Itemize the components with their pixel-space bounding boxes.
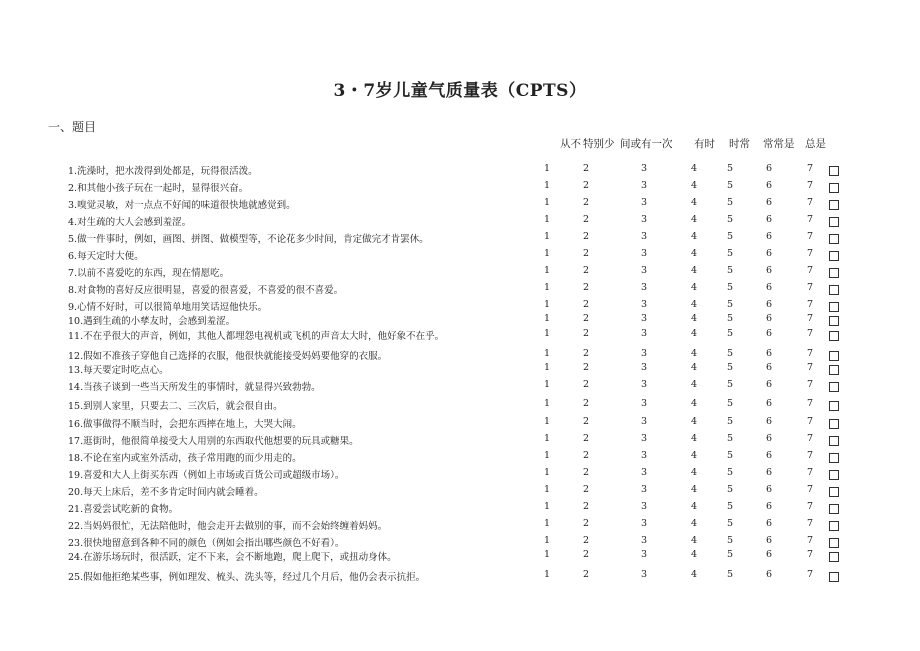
scale-option[interactable]: 2 [582,231,590,242]
scale-option[interactable]: 1 [543,398,551,409]
scale-option[interactable]: 7 [806,299,814,310]
scale-option[interactable]: 5 [726,197,734,208]
scale-option[interactable]: 5 [726,362,734,373]
scale-option[interactable]: 3 [640,265,648,276]
header-very-rarely: 特别少 [583,138,615,150]
scale-option[interactable]: 3 [640,313,648,324]
scale-option[interactable]: 2 [582,265,590,276]
scale-option[interactable]: 4 [690,231,698,242]
scale-option[interactable]: 4 [690,197,698,208]
scale-option[interactable]: 6 [765,398,773,409]
scale-option[interactable]: 3 [640,535,648,546]
question-text: 20.每天上床后，差不多肯定时间内就会睡着。 [68,487,264,498]
question-text: 21.喜爱尝试吃新的食物。 [68,504,179,515]
scale-option[interactable]: 1 [543,299,551,310]
scale-option[interactable]: 6 [765,549,773,560]
scale-option[interactable]: 7 [806,328,814,339]
question-text: 4.对生疏的大人会感到羞涩。 [68,217,192,228]
scale-option[interactable]: 3 [640,231,648,242]
scale-option[interactable]: 1 [543,433,551,444]
question-text: 18.不论在室内或室外活动，孩子常用跑的而少用走的。 [68,453,302,464]
scale-option[interactable]: 7 [806,231,814,242]
scale-option[interactable]: 1 [543,379,551,390]
scale-option[interactable]: 2 [582,501,590,512]
answer-checkbox[interactable] [829,200,839,210]
scale-option[interactable]: 5 [726,231,734,242]
scale-option[interactable]: 4 [690,282,698,293]
answer-checkbox[interactable] [829,572,839,582]
scale-option[interactable]: 4 [690,416,698,427]
scale-option[interactable]: 5 [726,549,734,560]
scale-option[interactable]: 4 [690,163,698,174]
scale-option[interactable]: 5 [726,248,734,259]
scale-option[interactable]: 1 [543,362,551,373]
scale-option[interactable]: 1 [543,549,551,560]
scale-option[interactable]: 2 [582,484,590,495]
scale-option[interactable]: 6 [765,484,773,495]
scale-option[interactable]: 5 [726,484,734,495]
scale-option[interactable]: 6 [765,180,773,191]
scale-option[interactable]: 5 [726,518,734,529]
scale-option[interactable]: 4 [690,398,698,409]
scale-option[interactable]: 2 [582,416,590,427]
question-text: 24.在游乐场玩时，很活跃，定不下来，会不断地跑，爬上爬下，或扭动身体。 [68,552,397,563]
scale-option[interactable]: 6 [765,282,773,293]
scale-option[interactable]: 7 [806,214,814,225]
answer-checkbox[interactable] [829,217,839,227]
question-text: 9.心情不好时，可以很简单地用笑话逗他快乐。 [68,302,268,313]
scale-option[interactable]: 5 [726,433,734,444]
scale-option[interactable]: 4 [690,518,698,529]
scale-option[interactable]: 7 [806,180,814,191]
scale-option[interactable]: 1 [543,248,551,259]
scale-option[interactable]: 4 [690,379,698,390]
scale-option[interactable]: 4 [690,265,698,276]
answer-checkbox[interactable] [829,470,839,480]
scale-option[interactable]: 7 [806,248,814,259]
scale-option[interactable]: 7 [806,467,814,478]
scale-option[interactable]: 4 [690,248,698,259]
scale-option[interactable]: 5 [726,328,734,339]
scale-option[interactable]: 7 [806,265,814,276]
scale-option[interactable]: 7 [806,348,814,359]
scale-option[interactable]: 3 [640,282,648,293]
scale-option[interactable]: 6 [765,569,773,580]
question-text: 17.逛街时，他很简单接受大人用别的东西取代他想要的玩具或糖果。 [68,436,359,447]
scale-option[interactable]: 1 [543,265,551,276]
scale-option[interactable]: 2 [582,535,590,546]
header-never: 从不 [560,138,581,150]
question-text: 8.对食物的喜好反应很明显，喜爱的很喜爱，不喜爱的很不喜爱。 [68,285,344,296]
question-text: 3.嗅觉灵敏，对一点点不好闻的味道很快地就感觉到。 [68,200,296,211]
answer-checkbox[interactable] [829,285,839,295]
scale-option[interactable]: 4 [690,348,698,359]
scale-option[interactable]: 3 [640,416,648,427]
answer-checkbox[interactable] [829,251,839,261]
header-sometimes: 有时 [694,138,715,150]
scale-option[interactable]: 4 [690,569,698,580]
scale-option[interactable]: 3 [640,398,648,409]
scale-option[interactable]: 2 [582,398,590,409]
scale-option[interactable]: 2 [582,549,590,560]
scale-option[interactable]: 3 [640,197,648,208]
scale-option[interactable]: 1 [543,313,551,324]
scale-option[interactable]: 5 [726,348,734,359]
scale-option[interactable]: 5 [726,535,734,546]
scale-option[interactable]: 5 [726,379,734,390]
scale-option[interactable]: 2 [582,299,590,310]
scale-option[interactable]: 7 [806,433,814,444]
answer-checkbox[interactable] [829,302,839,312]
scale-option[interactable]: 7 [806,450,814,461]
scale-option[interactable]: 5 [726,398,734,409]
scale-option[interactable]: 7 [806,569,814,580]
scale-option[interactable]: 5 [726,299,734,310]
scale-option[interactable]: 2 [582,214,590,225]
scale-option[interactable]: 3 [640,569,648,580]
scale-option[interactable]: 1 [543,569,551,580]
scale-option[interactable]: 6 [765,197,773,208]
question-text: 16.做事做得不顺当时，会把东西摔在地上，大哭大闹。 [68,419,302,430]
question-text: 10.遇到生疏的小孳友时，会感到羞涩。 [68,316,236,327]
scale-option[interactable]: 3 [640,450,648,461]
answer-checkbox[interactable] [829,268,839,278]
scale-option[interactable]: 6 [765,328,773,339]
scale-option[interactable]: 7 [806,416,814,427]
scale-option[interactable]: 5 [726,450,734,461]
scale-option[interactable]: 1 [543,180,551,191]
scale-option[interactable]: 1 [543,535,551,546]
scale-option[interactable]: 2 [582,569,590,580]
scale-option[interactable]: 6 [765,379,773,390]
scale-option[interactable]: 3 [640,348,648,359]
scale-option[interactable]: 6 [765,163,773,174]
question-text: 14.当孩子谈到一些当天所发生的事情时，就显得兴致勃勃。 [68,382,321,393]
scale-option[interactable]: 6 [765,501,773,512]
scale-option[interactable]: 4 [690,214,698,225]
scale-option[interactable]: 4 [690,535,698,546]
scale-option[interactable]: 1 [543,501,551,512]
scale-option[interactable]: 5 [726,163,734,174]
scale-option[interactable]: 4 [690,313,698,324]
scale-option[interactable]: 6 [765,450,773,461]
scale-option[interactable]: 5 [726,265,734,276]
question-text: 1.洗澡时，把水泼得到处都是，玩得很活泼。 [68,166,258,177]
scale-option[interactable]: 1 [543,467,551,478]
scale-option[interactable]: 7 [806,484,814,495]
scale-option[interactable]: 2 [582,248,590,259]
header-occasionally: 间或有一次 [620,138,673,150]
answer-checkbox[interactable] [829,436,839,446]
scale-option[interactable]: 5 [726,416,734,427]
header-always: 总是 [805,138,826,150]
scale-option[interactable]: 7 [806,379,814,390]
scale-option[interactable]: 3 [640,433,648,444]
scale-option[interactable]: 3 [640,163,648,174]
scale-option[interactable]: 1 [543,484,551,495]
scale-option[interactable]: 3 [640,328,648,339]
scale-option[interactable]: 4 [690,433,698,444]
page-title: 3・7岁儿童气质量表（CPTS） [333,81,587,101]
question-text: 7.以前不喜爱吃的东西，现在情愿吃。 [68,268,230,279]
scale-option[interactable]: 1 [543,416,551,427]
scale-option[interactable]: 7 [806,518,814,529]
scale-option[interactable]: 4 [690,501,698,512]
scale-option[interactable]: 6 [765,313,773,324]
answer-checkbox[interactable] [829,419,839,429]
scale-option[interactable]: 2 [582,163,590,174]
scale-option[interactable]: 1 [543,163,551,174]
scale-option[interactable]: 1 [543,197,551,208]
answer-checkbox[interactable] [829,166,839,176]
scale-option[interactable]: 4 [690,362,698,373]
scale-option[interactable]: 6 [765,248,773,259]
answer-checkbox[interactable] [829,331,839,341]
scale-option[interactable]: 5 [726,501,734,512]
scale-option[interactable]: 5 [726,180,734,191]
scale-option[interactable]: 6 [765,362,773,373]
scale-option[interactable]: 2 [582,518,590,529]
scale-option[interactable]: 3 [640,467,648,478]
scale-option[interactable]: 3 [640,501,648,512]
scale-option[interactable]: 1 [543,348,551,359]
scale-option[interactable]: 1 [543,231,551,242]
scale-option[interactable]: 1 [543,214,551,225]
scale-option[interactable]: 5 [726,313,734,324]
scale-option[interactable]: 3 [640,518,648,529]
header-often: 时常 [729,138,750,150]
scale-option[interactable]: 6 [765,518,773,529]
question-text: 13.每天要定时吃点心。 [68,365,169,376]
question-text: 15.到别人家里，只要去二、三次后，就会很自由。 [68,401,283,412]
scale-option[interactable]: 4 [690,549,698,560]
scale-option[interactable]: 2 [582,328,590,339]
scale-option[interactable]: 2 [582,197,590,208]
scale-option[interactable]: 2 [582,450,590,461]
answer-checkbox[interactable] [829,183,839,193]
answer-checkbox[interactable] [829,234,839,244]
scale-option[interactable]: 5 [726,282,734,293]
answer-checkbox[interactable] [829,552,839,562]
scale-option[interactable]: 2 [582,282,590,293]
question-text: 5.做一件事时，例如，画图、拼图、做模型等，不论花多少时间，肯定做完才肯罢休。 [68,234,429,245]
scale-option[interactable]: 2 [582,180,590,191]
scale-option[interactable]: 4 [690,484,698,495]
scale-option[interactable]: 5 [726,214,734,225]
section-heading: 一、题目 [48,120,97,134]
question-text: 22.当妈妈很忙，无法陪他时，他会走开去做别的事，而不会始终缠着妈妈。 [68,521,388,532]
scale-option[interactable]: 1 [543,518,551,529]
scale-option[interactable]: 3 [640,549,648,560]
question-text: 19.喜爱和大人上街买东西（例如上市场或百货公司或超级市场）。 [68,470,345,481]
question-text: 6.每天定时大便。 [68,251,144,262]
scale-option[interactable]: 7 [806,313,814,324]
scale-option[interactable]: 6 [765,433,773,444]
scale-option[interactable]: 6 [765,535,773,546]
scale-option[interactable]: 4 [690,450,698,461]
scale-option[interactable]: 7 [806,362,814,373]
scale-option[interactable]: 3 [640,248,648,259]
scale-option[interactable]: 3 [640,379,648,390]
scale-option[interactable]: 6 [765,348,773,359]
scale-option[interactable]: 5 [726,467,734,478]
scale-option[interactable]: 6 [765,416,773,427]
scale-option[interactable]: 3 [640,299,648,310]
scale-option[interactable]: 4 [690,467,698,478]
answer-checkbox[interactable] [829,487,839,497]
answer-checkbox[interactable] [829,365,839,375]
scale-option[interactable]: 4 [690,328,698,339]
scale-option[interactable]: 2 [582,467,590,478]
answer-checkbox[interactable] [829,401,839,411]
scale-option[interactable]: 2 [582,433,590,444]
answer-checkbox[interactable] [829,504,839,514]
scale-option[interactable]: 7 [806,163,814,174]
header-usually: 常常是 [763,138,795,150]
scale-option[interactable]: 2 [582,362,590,373]
answer-checkbox[interactable] [829,538,839,548]
scale-option[interactable]: 7 [806,398,814,409]
scale-option[interactable]: 2 [582,313,590,324]
scale-option[interactable]: 2 [582,379,590,390]
scale-option[interactable]: 7 [806,535,814,546]
question-text: 12.假如不准孩子穿他自己选择的衣服，他很快就能接受妈妈要他穿的衣服。 [68,351,388,362]
scale-option[interactable]: 4 [690,180,698,191]
answer-checkbox[interactable] [829,453,839,463]
answer-checkbox[interactable] [829,521,839,531]
scale-option[interactable]: 7 [806,501,814,512]
scale-option[interactable]: 7 [806,549,814,560]
scale-option[interactable]: 3 [640,214,648,225]
scale-option[interactable]: 1 [543,450,551,461]
scale-option[interactable]: 5 [726,569,734,580]
scale-option[interactable]: 1 [543,282,551,293]
question-text: 23.很快地留意到各种不同的颜色（例如会指出哪些颜色不好看）。 [68,538,345,549]
scale-option[interactable]: 6 [765,231,773,242]
answer-checkbox[interactable] [829,382,839,392]
scale-option[interactable]: 3 [640,180,648,191]
scale-option[interactable]: 4 [690,299,698,310]
answer-checkbox[interactable] [829,351,839,361]
answer-checkbox[interactable] [829,316,839,326]
scale-option[interactable]: 6 [765,467,773,478]
scale-option[interactable]: 7 [806,197,814,208]
scale-option[interactable]: 2 [582,348,590,359]
scale-option[interactable]: 3 [640,362,648,373]
scale-option[interactable]: 6 [765,299,773,310]
scale-option[interactable]: 6 [765,265,773,276]
scale-option[interactable]: 6 [765,214,773,225]
scale-option[interactable]: 3 [640,484,648,495]
question-text: 11.不在乎很大的声音，例如，其他人都埋怨电视机或飞机的声音太大时，他好象不在乎。 [68,331,445,342]
scale-option[interactable]: 7 [806,282,814,293]
scale-option[interactable]: 1 [543,328,551,339]
question-text: 25.假如他拒绝某些事，例如理发、梳头、洗头等，经过几个月后，他仍会表示抗拒。 [68,572,426,583]
question-text: 2.和其他小孩子玩在一起时，显得很兴奋。 [68,183,249,194]
